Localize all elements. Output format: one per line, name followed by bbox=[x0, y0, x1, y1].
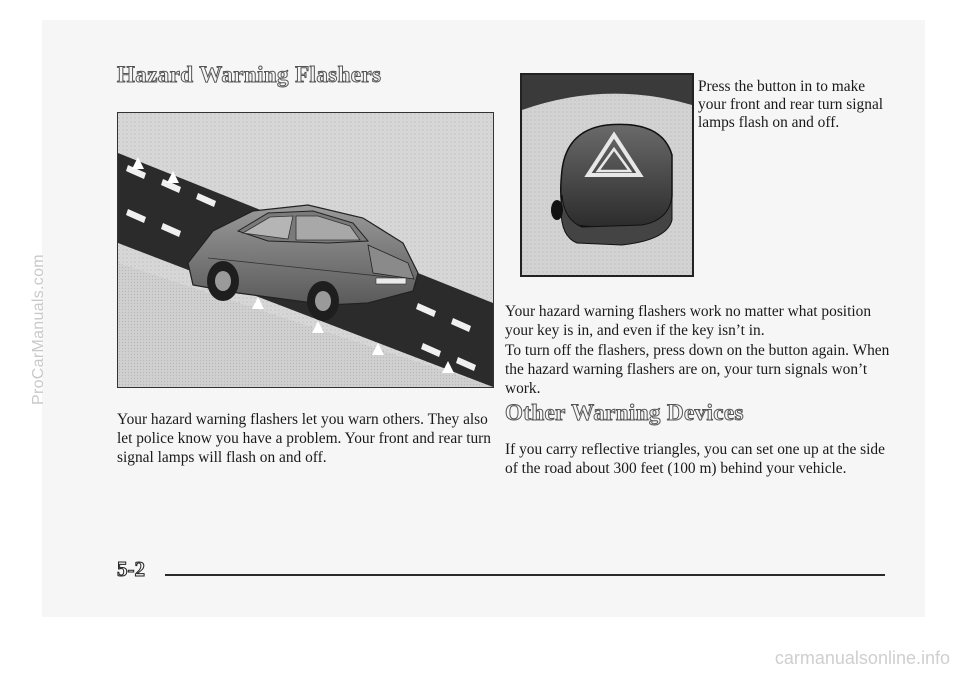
hazard-paragraph-key: Your hazard warning flashers work no matter what position your key is in, and even if the key isn’t in. bbox=[505, 303, 872, 339]
car-on-road-illustration bbox=[117, 112, 494, 388]
hazard-paragraph-turn-off: To turn off the flashers, press down on the button again. When the hazard warning flashers are on, your turn signals won’t work. bbox=[505, 342, 890, 397]
side-watermark: ProCarManuals.com bbox=[30, 254, 47, 405]
section-heading-other: Other Warning Devices bbox=[505, 400, 744, 425]
footer-watermark: carmanualsonline.info bbox=[774, 648, 950, 668]
hazard-intro-paragraph: Your hazard warning flashers let you warn others. They also let police know you have a problem. Your front and rear turn signal lamps will flash on and off. bbox=[117, 411, 491, 466]
other-devices-paragraph: If you carry reflective triangles, you can set one up at the side of the road about 300 feet (100 m) behind your vehicle. bbox=[505, 441, 885, 477]
section-heading-hazard: Hazard Warning Flashers bbox=[117, 62, 382, 87]
hazard-button-illustration bbox=[520, 73, 694, 277]
page-number: 5-2 bbox=[117, 557, 145, 581]
hazard-button-caption: Press the button in to make your front and rear turn signal lamps flash on and off. bbox=[698, 78, 884, 131]
footer-rule bbox=[165, 574, 885, 576]
